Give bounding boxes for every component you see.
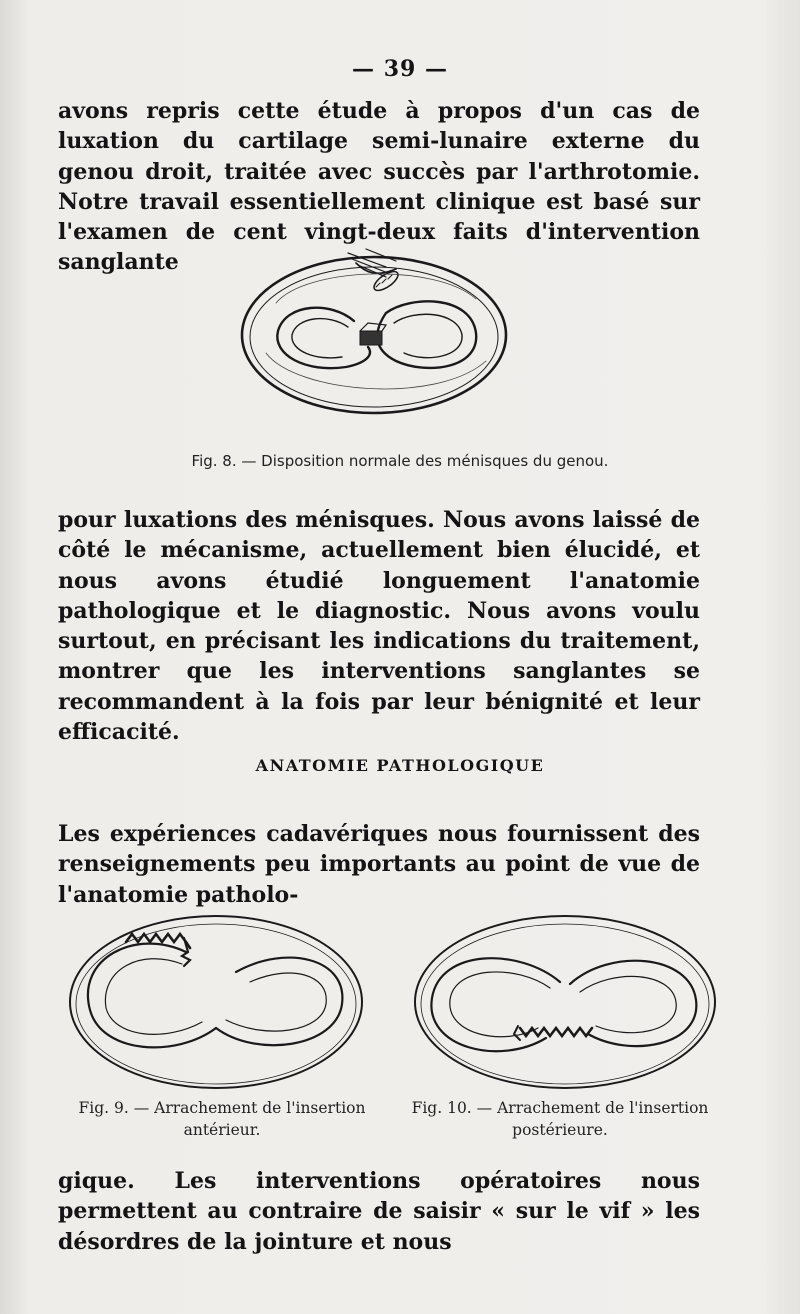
paragraph-1: avons repris cette étude à propos d'un cas de luxation du cartilage semi-lunaire externe du genou droit, traitée avec succès par l'arthrotomie. Notre travail essentiellement clinique est basé sur l'examen de cent vingt-deux faits d'intervention sanglante (58, 98, 700, 276)
page-number: — 39 — (352, 56, 448, 82)
figure-8-caption: Fig. 8. — Disposition normale des ménisques du genou. (191, 452, 609, 470)
paragraph-4: gique. Les interventions opératoires nous permettent au contraire de saisir « sur le vif » les désordres de la jointure et nous (58, 1168, 700, 1255)
section-heading: ANATOMIE PATHOLOGIQUE (255, 756, 545, 775)
paragraph-3: Les expériences cadavériques nous fournissent des renseignements peu importants au point de vue de l'anatomie patholo- (58, 821, 700, 908)
paragraph-2: pour luxations des ménisques. Nous avons laissé de côté le mécanisme, actuellement bien élucidé, et nous avons étudié longuement l'anatomie pathologique et le diagnostic. Nous avons voulu surtout, en précisant les indications du traitement, montrer que les interventions sanglantes se recommandent à la fois par leur bénignité et leur efficacité. (58, 507, 700, 746)
figure-9-caption: Fig. 9. — Arrachement de l'insertion antérieur. (78, 1099, 366, 1139)
figure-9-illustration (66, 908, 366, 1098)
figure-10-illustration (410, 908, 720, 1098)
figure-10-caption: Fig. 10. — Arrachement de l'insertion postérieure. (411, 1099, 709, 1139)
figure-8-menisci-illustration (236, 243, 512, 423)
